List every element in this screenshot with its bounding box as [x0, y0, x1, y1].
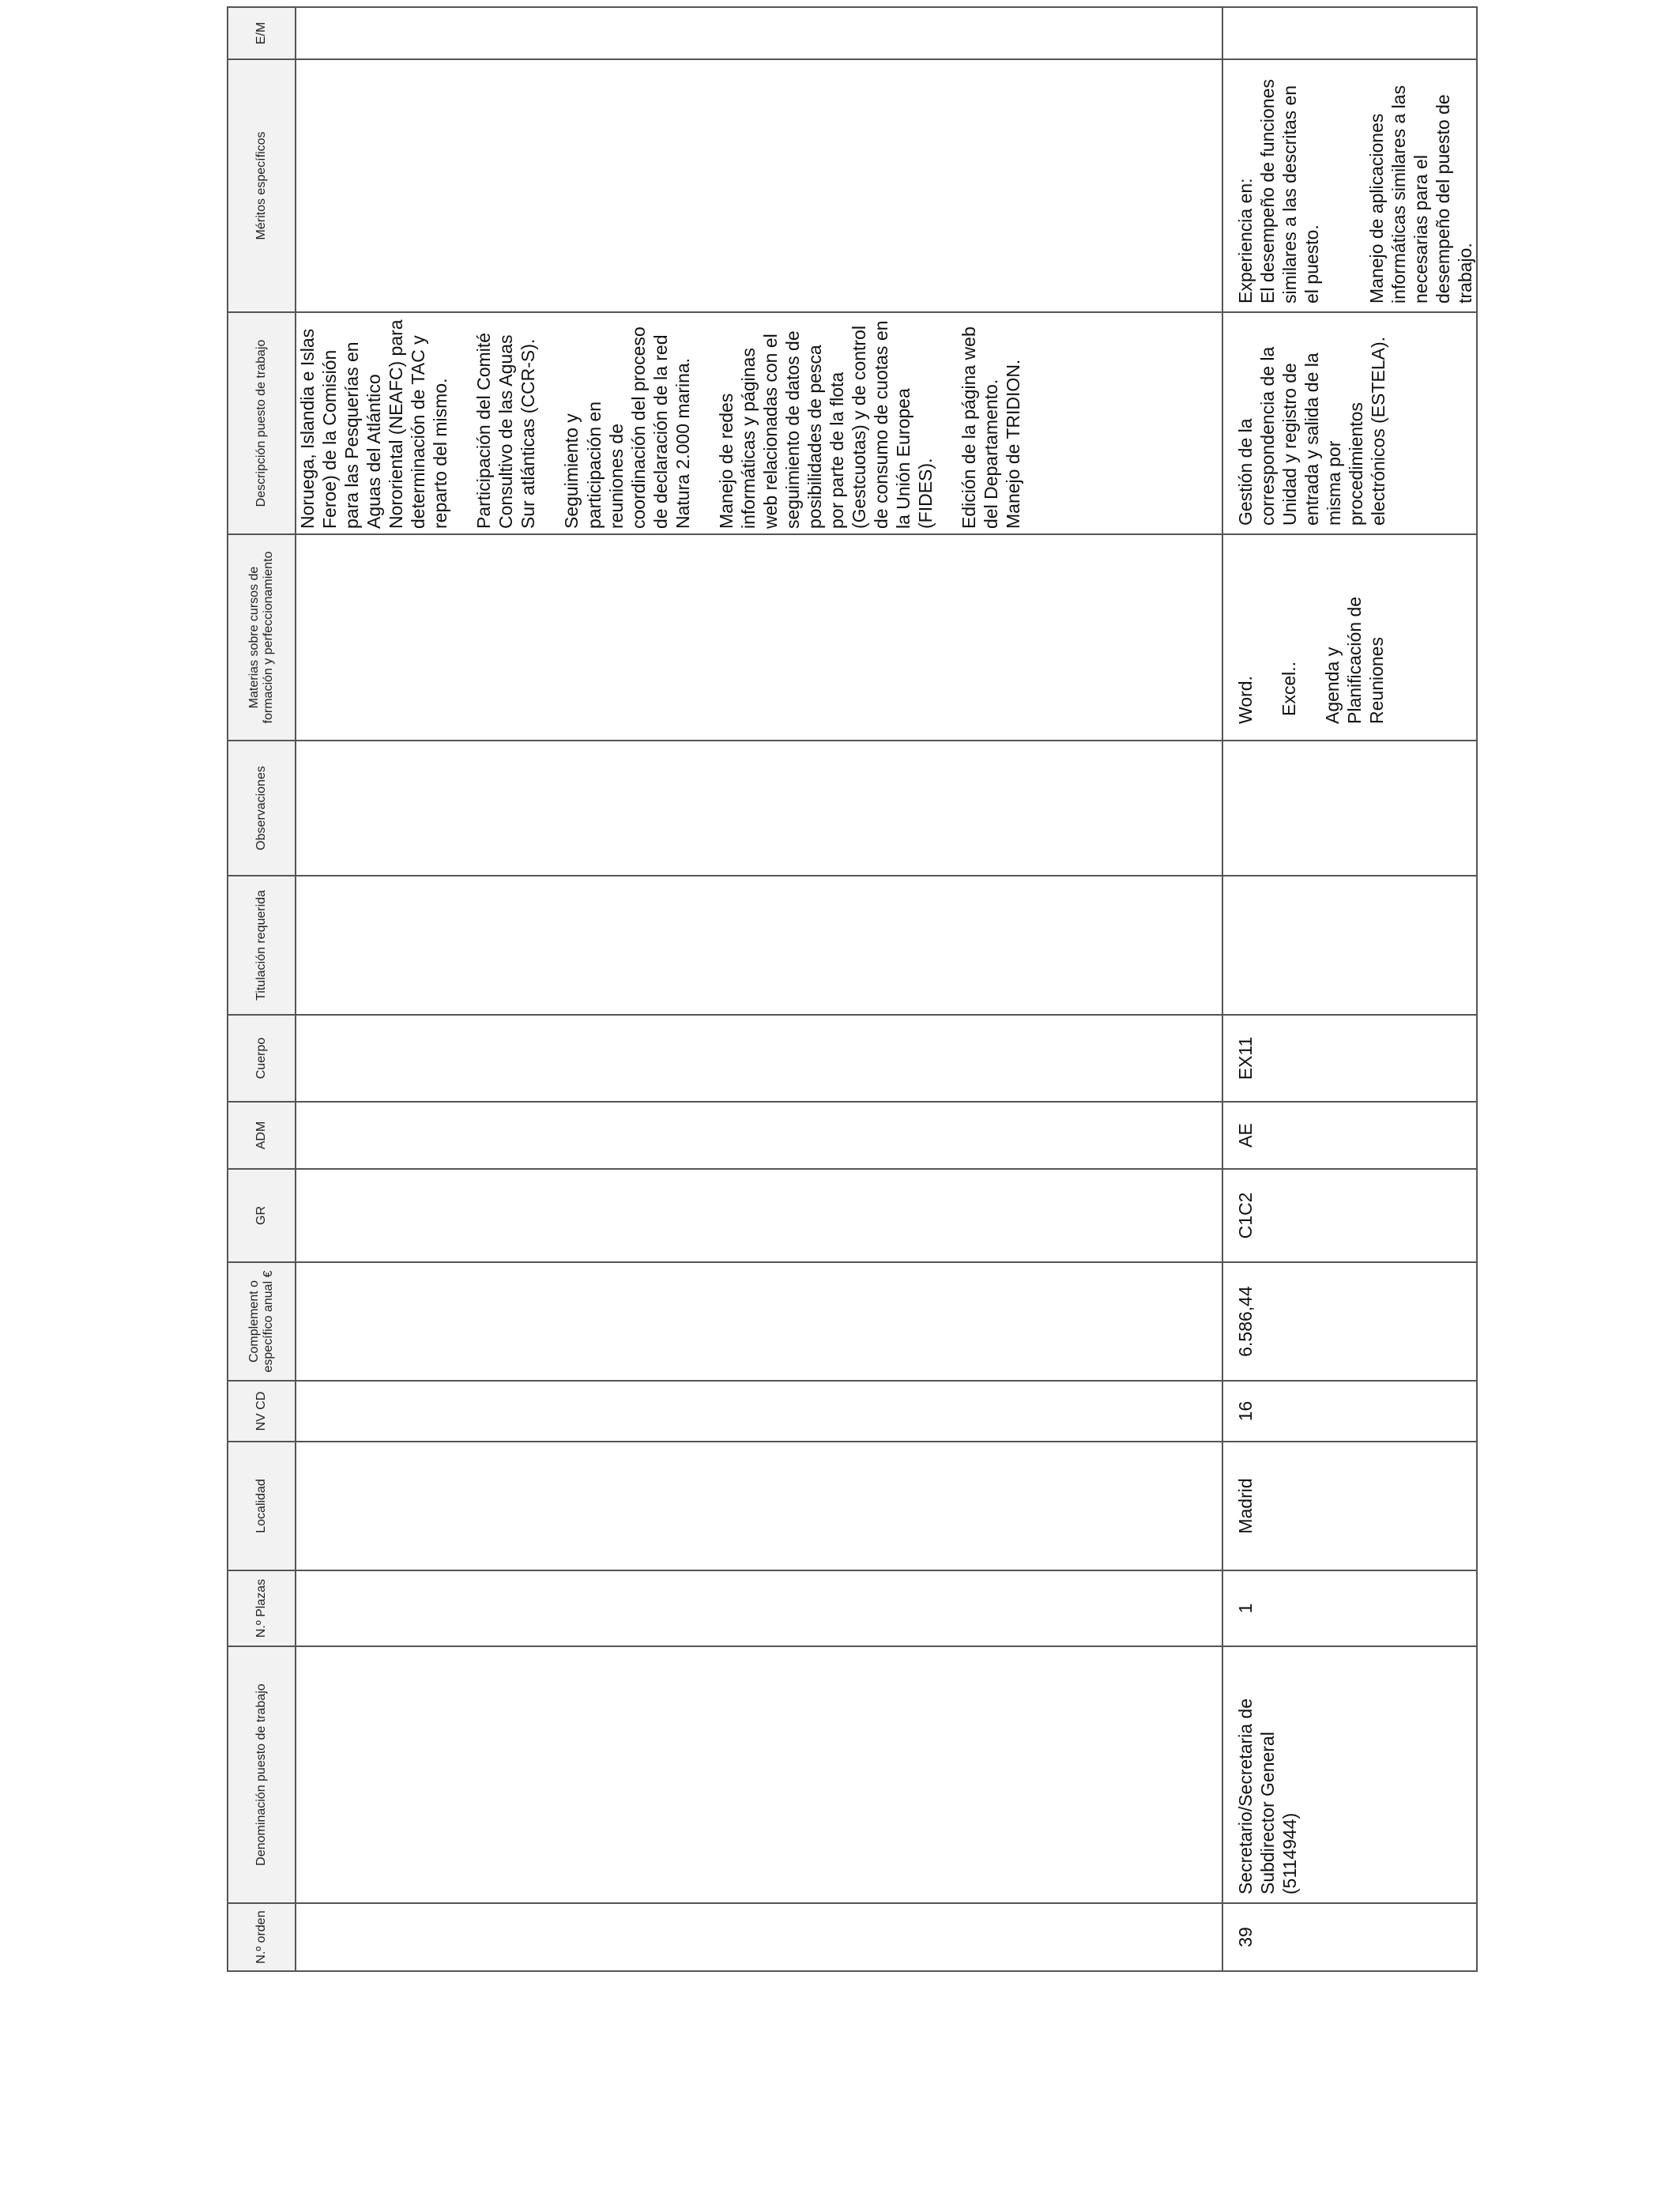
materia-item: Excel..	[1279, 661, 1300, 716]
descripcion-paragraph: Seguimiento y participación en reuniones de coordinación del proceso de declaración de la red Natura 2.000 marina.	[561, 326, 693, 529]
header-nv-cd: NV CD	[228, 1381, 296, 1442]
descripcion-paragraph: Manejo de TRIDION.	[1003, 359, 1024, 529]
header-observaciones: Observaciones	[228, 741, 296, 876]
table-row	[296, 7, 1222, 1971]
titulacion-cell	[1222, 876, 1477, 1015]
n-plazas-cell: 1	[1222, 1570, 1477, 1646]
header-gr: GR	[228, 1169, 296, 1262]
gr-cell: C1C2	[1222, 1169, 1477, 1262]
header-meritos: Méritos específicos	[228, 59, 296, 312]
header-titulacion: Titulación requerida	[228, 876, 296, 1015]
header-complemento: Complement o específico anual €	[228, 1262, 296, 1381]
denominacion-cell: Secretario/Secretaria de Subdirector General (5114944)	[1222, 1646, 1477, 1903]
rotated-page	[227, 8, 1474, 1972]
header-cuerpo: Cuerpo	[228, 1015, 296, 1102]
descripcion-paragraph: Gestión de la correspondencia de la Unidad y registro de entrada y salida de la misma por procedimientos electrónicos (ESTELA).	[1235, 336, 1389, 526]
meritos-paragraph: Manejo de aplicaciones informáticas similares a las necesarias para el desempeño del puesto de trabajo.	[1366, 85, 1476, 303]
header-denominacion: Denominación puesto de trabajo	[228, 1646, 296, 1903]
complemento-cell: 6.586,44	[1222, 1262, 1477, 1381]
header-row	[228, 7, 296, 1971]
meritos-paragraph: Experiencia en:	[1235, 178, 1256, 303]
header-adm: ADM	[228, 1102, 296, 1169]
observaciones-cell	[1222, 741, 1477, 876]
descripcion-paragraph: Noruega, Islandia e Islas Feroe) de la Comisión para las Pesquerías en Aguas del Atlántico Nororiental (NEAFC) para determinación de TAC y reparto del mismo.	[297, 319, 451, 529]
adm-cell: AE	[1222, 1102, 1477, 1169]
n-orden-cell: 39	[1222, 1903, 1477, 1971]
materia-item: Word.	[1235, 676, 1256, 724]
cuerpo-cell: EX11	[1222, 1015, 1477, 1102]
header-em: E/M	[228, 7, 296, 59]
descripcion-paragraph: Edición de la página web del Departamento.	[959, 326, 1002, 529]
descripcion-cell	[1222, 312, 1477, 534]
meritos-cell	[1222, 59, 1477, 312]
localidad-cell: Madrid	[1222, 1442, 1477, 1570]
em-cell	[1222, 7, 1477, 59]
materia-item: Agenda y Planificación de Reuniones	[1322, 596, 1388, 724]
descripcion-cell	[296, 312, 1222, 534]
descripcion-paragraph: Manejo de redes informáticas y páginas web relacionadas con el seguimiento de datos de posibilidades de pesca por parte de la flota (Gestcuotas) y de control de consumo de cuotas en la Unión Europea (FIDES).	[715, 320, 936, 529]
header-n-orden: N.º orden	[228, 1903, 296, 1971]
header-n-plazas: N.º Plazas	[228, 1570, 296, 1646]
table-row	[1222, 7, 1477, 1971]
header-materias: Materias sobre cursos de formación y perfeccionamiento	[228, 534, 296, 741]
job-positions-table	[227, 6, 1478, 1972]
descripcion-paragraph: Participación del Comité Consultivo de las Aguas Sur atlánticas (CCR-S).	[473, 332, 539, 529]
meritos-paragraph: El desempeño de funciones similares a las descritas en el puesto.	[1257, 79, 1323, 303]
materias-cell	[1222, 534, 1477, 741]
nv-cd-cell: 16	[1222, 1381, 1477, 1442]
header-descripcion: Descripción puesto de trabajo	[228, 312, 296, 534]
header-localidad: Localidad	[228, 1442, 296, 1570]
